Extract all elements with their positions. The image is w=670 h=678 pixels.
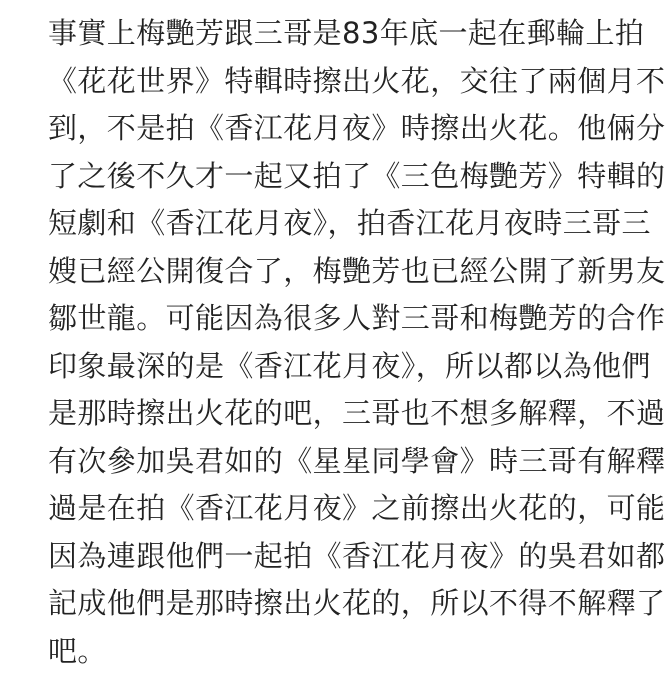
text-line-13: 記成他們是那時擦出火花的，所以不得不解釋了 [48,586,666,620]
text-line-8: 印象最深的是《香江花月夜》，所以都以為他們 [48,348,651,383]
text-line-10: 有次參加吳君如的《星星同學會》時三哥有解釋 [48,443,666,478]
text-line-14: 吧。 [48,633,107,668]
text-line-9: 是那時擦出火花的吧，三哥也不想多解釋，不過 [48,396,666,430]
text-line-2: 《花花世界》特輯時擦出火花，交往了兩個月不 [48,63,666,98]
text-line-6: 嫂已經公開復合了，梅艷芳也已經公開了新男友 [48,253,666,288]
text-line-7: 鄒世龍。可能因為很多人對三哥和梅艷芳的合作 [48,301,666,335]
text-line-12: 因為連跟他們一起拍《香江花月夜》的吳君如都 [48,538,666,573]
text-line-5: 短劇和《香江花月夜》，拍香江花月夜時三哥三 [48,206,651,240]
text-line-1: 事實上梅艷芳跟三哥是83年底一起在郵輪上拍 [48,16,645,50]
text-line-4: 了之後不久才一起又拍了《三色梅艷芳》特輯的 [48,158,666,193]
article-text [48,10,666,675]
text-line-11: 過是在拍《香江花月夜》之前擦出火花的，可能 [48,491,666,525]
text-line-3: 到，不是拍《香江花月夜》時擦出火花。他倆分 [48,111,666,145]
